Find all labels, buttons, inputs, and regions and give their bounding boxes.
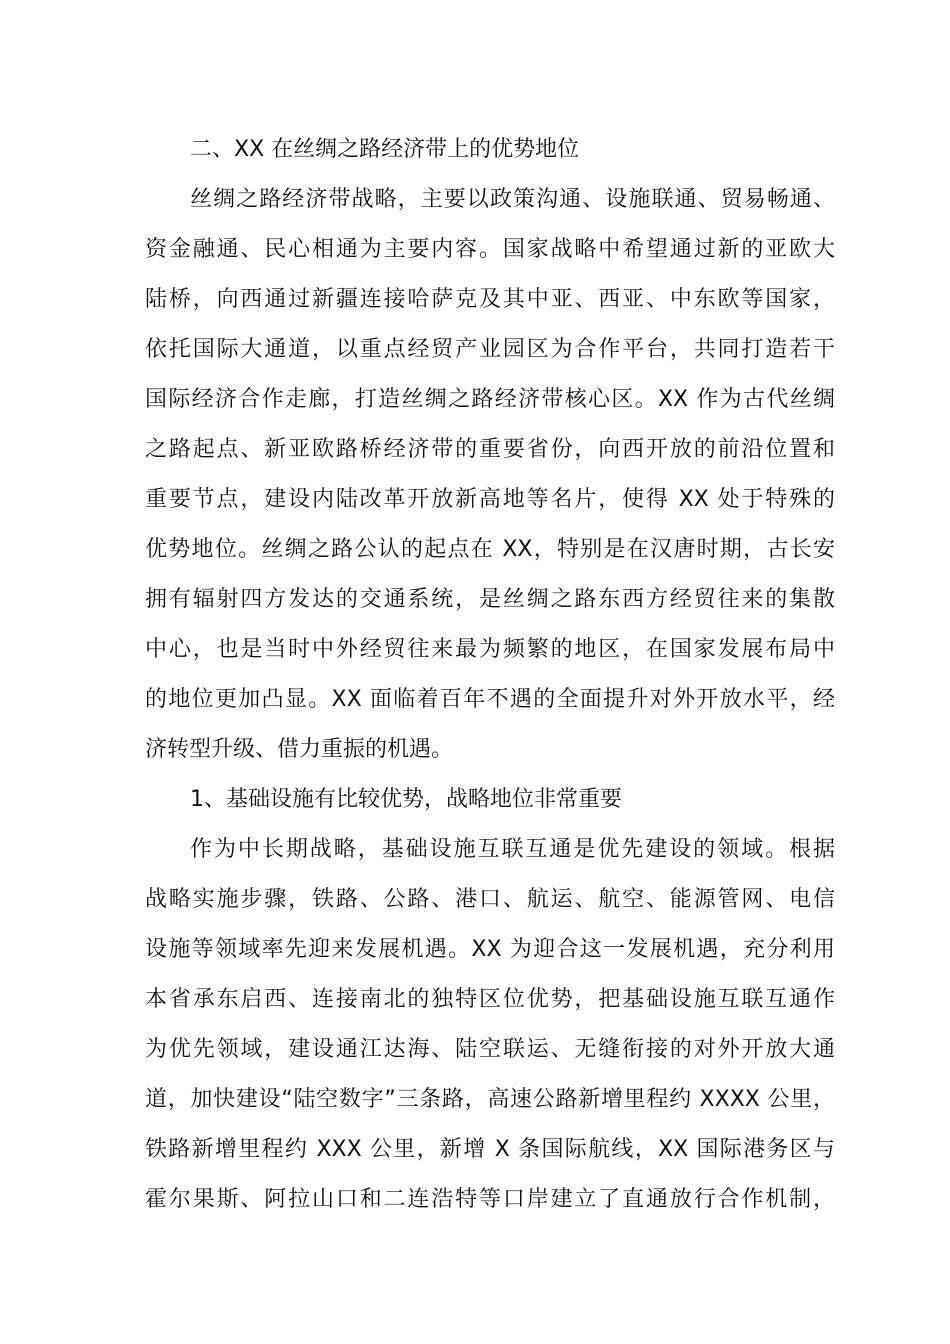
paragraph-line: 拥有辐射四方发达的交通系统，是丝绸之路东西方经贸往来的集散 xyxy=(145,587,835,612)
paragraph-line: 国际经济合作走廊，打造丝绸之路经济带核心区。XX 作为古代丝绸 xyxy=(145,387,835,412)
paragraph-line: 本省承东启西、连接南北的独特区位优势，把基础设施互联互通作 xyxy=(145,987,835,1012)
paragraph-line: 霍尔果斯、阿拉山口和二连浩特等口岸建立了直通放行合作机制， xyxy=(145,1187,835,1212)
paragraph-line: 济转型升级、借力重振的机遇。 xyxy=(145,737,454,762)
paragraph-line: 作为中长期战略，基础设施互联互通是优先建设的领域。根据 xyxy=(190,837,835,862)
paragraph-line: 之路起点、新亚欧路桥经济带的重要省份，向西开放的前沿位置和 xyxy=(145,437,835,462)
paragraph-line: 战略实施步骤，铁路、公路、港口、航运、航空、能源管网、电信 xyxy=(145,887,835,912)
paragraph-line: 中心，也是当时中外经贸往来最为频繁的地区，在国家发展布局中 xyxy=(145,637,835,662)
section-heading: 二、XX 在丝绸之路经济带上的优势地位 xyxy=(190,137,580,162)
paragraph-line: 的地位更加凸显。XX 面临着百年不遇的全面提升对外开放水平，经 xyxy=(145,687,835,712)
subsection-heading: 1、基础设施有比较优势，战略地位非常重要 xyxy=(190,787,622,812)
paragraph-line: 优势地位。丝绸之路公认的起点在 XX，特别是在汉唐时期，古长安 xyxy=(145,537,835,562)
paragraph-line: 依托国际大通道，以重点经贸产业园区为合作平台，共同打造若干 xyxy=(145,337,835,362)
paragraph-line: 丝绸之路经济带战略，主要以政策沟通、设施联通、贸易畅通、 xyxy=(190,187,835,212)
paragraph-line: 陆桥，向西通过新疆连接哈萨克及其中亚、西亚、中东欧等国家， xyxy=(145,287,835,312)
paragraph-line: 资金融通、民心相通为主要内容。国家战略中希望通过新的亚欧大 xyxy=(145,237,835,262)
paragraph-line: 设施等领域率先迎来发展机遇。XX 为迎合这一发展机遇，充分利用 xyxy=(145,937,835,962)
paragraph-line: 铁路新增里程约 XXX 公里，新增 X 条国际航线，XX 国际港务区与 xyxy=(145,1137,835,1162)
paragraph-line: 重要节点，建设内陆改革开放新高地等名片，使得 XX 处于特殊的 xyxy=(145,487,835,512)
paragraph-line: 道，加快建设“陆空数字”三条路，高速公路新增里程约 XXXX 公里， xyxy=(145,1087,835,1112)
paragraph-line: 为优先领域，建设通江达海、陆空联运、无缝衔接的对外开放大通 xyxy=(145,1037,835,1062)
